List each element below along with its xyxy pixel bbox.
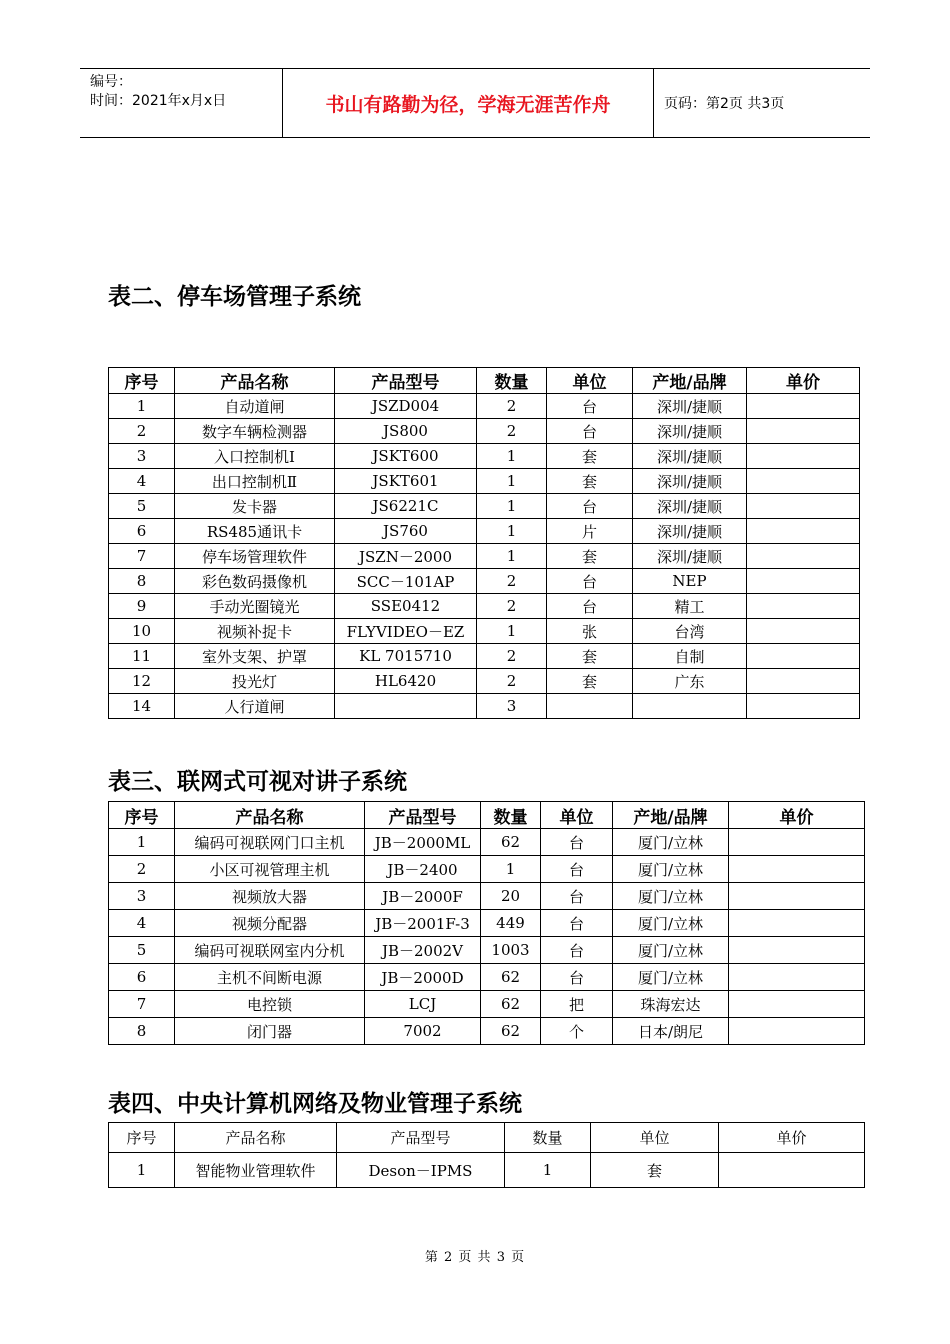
table-cell: 台: [541, 937, 613, 964]
table-cell: 台湾: [633, 619, 747, 644]
table-cell: 珠海宏达: [613, 991, 729, 1018]
property-management-table: [108, 1122, 865, 1188]
table-cell: 台: [547, 594, 633, 619]
table-cell: 11: [109, 644, 175, 669]
table-cell: 20: [481, 883, 541, 910]
column-header: 序号: [109, 368, 175, 394]
table-cell: 12: [109, 669, 175, 694]
column-header: 单价: [719, 1123, 865, 1153]
table-cell: JS6221C: [335, 494, 477, 519]
table-cell: JS800: [335, 419, 477, 444]
table-cell: 1: [481, 856, 541, 883]
table-row: [109, 544, 860, 569]
table-cell: 深圳/捷顺: [633, 444, 747, 469]
table-cell: [633, 694, 747, 719]
table-cell: LCJ: [365, 991, 481, 1018]
column-header: 单位: [547, 368, 633, 394]
table-cell: [729, 910, 865, 937]
table-cell: 闭门器: [175, 1018, 365, 1045]
table-cell: [747, 669, 860, 694]
table-cell: 厦门/立林: [613, 910, 729, 937]
table-cell: 停车场管理软件: [175, 544, 335, 569]
table-cell: 精工: [633, 594, 747, 619]
table-cell: 4: [109, 469, 175, 494]
table-row: [109, 856, 865, 883]
table-cell: 人行道闸: [175, 694, 335, 719]
table-cell: 套: [591, 1153, 719, 1188]
table-cell: [747, 619, 860, 644]
table-cell: 9: [109, 594, 175, 619]
table-row: [109, 991, 865, 1018]
table-cell: 深圳/捷顺: [633, 469, 747, 494]
table3-title: 表三、联网式可视对讲子系统: [108, 769, 407, 795]
table-cell: 日本/朗尼: [613, 1018, 729, 1045]
table-cell: 1: [505, 1153, 591, 1188]
table-cell: 视频补捉卡: [175, 619, 335, 644]
header-page-label: 页码：第2页 共3页: [664, 96, 785, 112]
table-cell: [747, 394, 860, 419]
page-footer: 第 2 页 共 3 页: [424, 1250, 526, 1265]
table-cell: 套: [547, 444, 633, 469]
header-meta: [80, 69, 282, 137]
table-cell: 7: [109, 991, 175, 1018]
column-header: 产品型号: [337, 1123, 505, 1153]
table-cell: 套: [547, 669, 633, 694]
table-cell: 5: [109, 937, 175, 964]
table-cell: [747, 419, 860, 444]
table-cell: 1: [477, 619, 547, 644]
table-header-row: [109, 802, 865, 829]
page-header: [80, 68, 870, 138]
table-row: [109, 829, 865, 856]
column-header: 单价: [747, 368, 860, 394]
table-cell: 张: [547, 619, 633, 644]
table-cell: 套: [547, 544, 633, 569]
table-row: [109, 937, 865, 964]
table-cell: 8: [109, 1018, 175, 1045]
table-cell: 1: [109, 829, 175, 856]
table-cell: 3: [477, 694, 547, 719]
column-header: 单价: [729, 802, 865, 829]
table-cell: 台: [547, 394, 633, 419]
table-cell: 室外支架、护罩: [175, 644, 335, 669]
table-row: [109, 469, 860, 494]
table-cell: 3: [109, 444, 175, 469]
table-cell: [547, 694, 633, 719]
table-cell: 片: [547, 519, 633, 544]
table-row: [109, 519, 860, 544]
table-cell: 台: [547, 494, 633, 519]
table-cell: 自制: [633, 644, 747, 669]
table-cell: 62: [481, 964, 541, 991]
table4-title: 表四、中央计算机网络及物业管理子系统: [108, 1091, 522, 1117]
table-cell: JB－2000D: [365, 964, 481, 991]
table-cell: [747, 644, 860, 669]
table-cell: [747, 569, 860, 594]
table-cell: 5: [109, 494, 175, 519]
column-header: 数量: [477, 368, 547, 394]
table-row: [109, 444, 860, 469]
table-cell: 449: [481, 910, 541, 937]
table2-title: 表二、停车场管理子系统: [108, 284, 361, 310]
table-row: [109, 644, 860, 669]
table-row: [109, 964, 865, 991]
table-cell: 3: [109, 883, 175, 910]
table-cell: 10: [109, 619, 175, 644]
table-cell: 编码可视联网室内分机: [175, 937, 365, 964]
table-cell: 台: [547, 419, 633, 444]
table-row: [109, 1018, 865, 1045]
table-cell: 2: [109, 856, 175, 883]
table-row: [109, 694, 860, 719]
table-cell: 4: [109, 910, 175, 937]
table-cell: NEP: [633, 569, 747, 594]
table-cell: 入口控制机Ⅰ: [175, 444, 335, 469]
table-cell: 1: [477, 444, 547, 469]
table-cell: 62: [481, 991, 541, 1018]
table-cell: 投光灯: [175, 669, 335, 694]
table-row: [109, 669, 860, 694]
column-header: 产品名称: [175, 1123, 337, 1153]
table-cell: 台: [541, 964, 613, 991]
table-cell: [719, 1153, 865, 1188]
table-cell: 7: [109, 544, 175, 569]
table-cell: 1003: [481, 937, 541, 964]
parking-system-table: [108, 367, 860, 719]
table-cell: 6: [109, 964, 175, 991]
table-cell: 厦门/立林: [613, 856, 729, 883]
table-cell: 厦门/立林: [613, 964, 729, 991]
column-header: 序号: [109, 802, 175, 829]
table-cell: JB－2400: [365, 856, 481, 883]
table-cell: Deson－IPMS: [337, 1153, 505, 1188]
table-cell: 台: [541, 883, 613, 910]
table-cell: 深圳/捷顺: [633, 519, 747, 544]
table-row: [109, 569, 860, 594]
table-cell: [729, 856, 865, 883]
table-cell: FLYVIDEO－EZ: [335, 619, 477, 644]
video-intercom-table: [108, 801, 865, 1045]
code-label: 编号：: [90, 74, 132, 90]
table-cell: 深圳/捷顺: [633, 419, 747, 444]
table-cell: [747, 544, 860, 569]
table-row: [109, 394, 860, 419]
table-cell: 自动道闸: [175, 394, 335, 419]
table-cell: [729, 1018, 865, 1045]
table-cell: JS760: [335, 519, 477, 544]
table-cell: [729, 883, 865, 910]
table-cell: 8: [109, 569, 175, 594]
table-cell: JSKT600: [335, 444, 477, 469]
table-cell: 套: [547, 469, 633, 494]
table-cell: 1: [477, 519, 547, 544]
table-cell: 2: [477, 394, 547, 419]
table-cell: [335, 694, 477, 719]
table-cell: [729, 829, 865, 856]
table-header-row: [109, 368, 860, 394]
table-cell: 深圳/捷顺: [633, 494, 747, 519]
column-header: 产品型号: [365, 802, 481, 829]
column-header: 产品型号: [335, 368, 477, 394]
column-header: 产品名称: [175, 368, 335, 394]
table-cell: 深圳/捷顺: [633, 544, 747, 569]
table-cell: 主机不间断电源: [175, 964, 365, 991]
column-header: 数量: [505, 1123, 591, 1153]
table-row: [109, 419, 860, 444]
table-cell: 彩色数码摄像机: [175, 569, 335, 594]
time-label: 时间：2021年x月x日: [90, 93, 227, 109]
table-cell: 智能物业管理软件: [175, 1153, 337, 1188]
table-cell: 电控锁: [175, 991, 365, 1018]
table-cell: JSZN－2000: [335, 544, 477, 569]
table-cell: KL 7015710: [335, 644, 477, 669]
table-cell: JB－2000ML: [365, 829, 481, 856]
table-cell: 14: [109, 694, 175, 719]
table-cell: 2: [477, 644, 547, 669]
column-header: 产地/品牌: [613, 802, 729, 829]
table-header-row: [109, 1123, 865, 1153]
table-cell: 1: [109, 394, 175, 419]
table-cell: [729, 937, 865, 964]
column-header: 产地/品牌: [633, 368, 747, 394]
table-cell: HL6420: [335, 669, 477, 694]
table-cell: [747, 469, 860, 494]
table-cell: 编码可视联网门口主机: [175, 829, 365, 856]
table-cell: 小区可视管理主机: [175, 856, 365, 883]
table-cell: 2: [477, 569, 547, 594]
table-cell: 视频放大器: [175, 883, 365, 910]
table-cell: [747, 519, 860, 544]
table-cell: 7002: [365, 1018, 481, 1045]
table-cell: 2: [477, 669, 547, 694]
table-row: [109, 594, 860, 619]
table-cell: 台: [541, 856, 613, 883]
table-cell: [747, 594, 860, 619]
table-cell: 62: [481, 829, 541, 856]
table-cell: [729, 964, 865, 991]
table-cell: [747, 494, 860, 519]
table-cell: RS485通讯卡: [175, 519, 335, 544]
table-cell: 2: [109, 419, 175, 444]
table-cell: 数字车辆检测器: [175, 419, 335, 444]
table-cell: 2: [477, 594, 547, 619]
table-cell: 1: [477, 544, 547, 569]
table-cell: 发卡器: [175, 494, 335, 519]
table-cell: JB－2002V: [365, 937, 481, 964]
table-cell: [729, 991, 865, 1018]
table-cell: 厦门/立林: [613, 937, 729, 964]
table-cell: 厦门/立林: [613, 883, 729, 910]
table-cell: JB－2000F: [365, 883, 481, 910]
table-cell: 厦门/立林: [613, 829, 729, 856]
table-cell: 出口控制机Ⅱ: [175, 469, 335, 494]
table-cell: JSKT601: [335, 469, 477, 494]
table-cell: 1: [477, 469, 547, 494]
table-cell: 广东: [633, 669, 747, 694]
table-cell: 深圳/捷顺: [633, 394, 747, 419]
table-cell: 套: [547, 644, 633, 669]
table-cell: 视频分配器: [175, 910, 365, 937]
table-cell: 62: [481, 1018, 541, 1045]
header-motto: 书山有路勤为径，学海无涯苦作舟: [282, 69, 654, 137]
table-cell: SSE0412: [335, 594, 477, 619]
table-cell: JB－2001F-3: [365, 910, 481, 937]
table-row: [109, 619, 860, 644]
table-cell: [747, 694, 860, 719]
table-cell: 手动光圈镜光: [175, 594, 335, 619]
column-header: 单位: [591, 1123, 719, 1153]
table-row: [109, 1153, 865, 1188]
table-cell: 6: [109, 519, 175, 544]
table-cell: JSZD004: [335, 394, 477, 419]
table-cell: 台: [541, 910, 613, 937]
table-cell: 2: [477, 419, 547, 444]
table-cell: 台: [547, 569, 633, 594]
table-cell: 把: [541, 991, 613, 1018]
table-cell: 个: [541, 1018, 613, 1045]
table-row: [109, 883, 865, 910]
table-row: [109, 494, 860, 519]
column-header: 产品名称: [175, 802, 365, 829]
column-header: 数量: [481, 802, 541, 829]
table-cell: 台: [541, 829, 613, 856]
table-cell: [747, 444, 860, 469]
table-cell: 1: [477, 494, 547, 519]
table-cell: 1: [109, 1153, 175, 1188]
table-cell: SCC－101AP: [335, 569, 477, 594]
column-header: 序号: [109, 1123, 175, 1153]
column-header: 单位: [541, 802, 613, 829]
table-row: [109, 910, 865, 937]
